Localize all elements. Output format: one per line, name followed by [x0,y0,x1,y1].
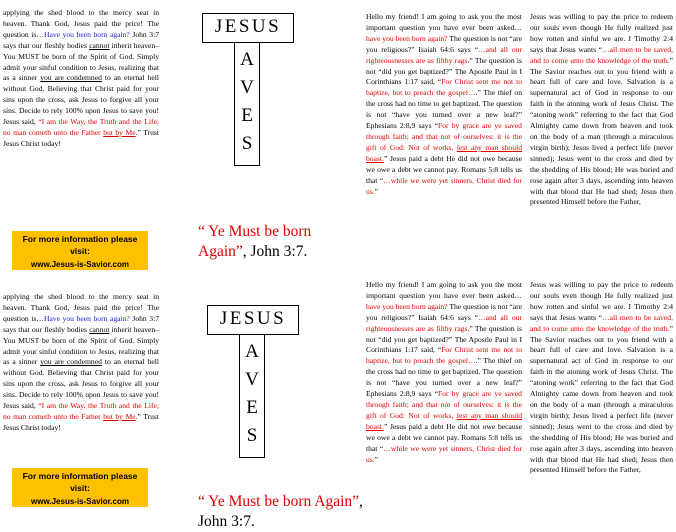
website-link[interactable]: www.Jesus-is-Savior.com [31,497,129,506]
left-column-bottom: applying the shed blood to the mercy seat in heaven. Thank God, Jesus paid the price! The question is…Have you been born again? John 3:7 says that our fleshly bodies cannot inherit heaven– You MUST be born of the Spirit of God. Simply admit your sinful condition to Jesus, realizing that as a sinner you are condemned to an eternal hell without God. Believing that Christ paid for your sins upon the cross, ask Jesus to forgive all your sins. Decide to rely 100% upon Jesus to save you! Jesus said, “I am the Way, the Truth and the Life; no man cometh unto the Father but by Me.” Trust Jesus Christ today! [3,292,160,432]
cross-horizontal: JESUS [207,305,299,335]
cross-vertical: A V E S [239,335,265,458]
right-column-bottom: Jesus was willing to pay the price to redeem our souls even though He fully realized just how rotten and sinful we are. I Timothy 2:4 says that Jesus wants “…all men to be saved, and to come unto the knowledge of the truth.” The Savior reaches out to you friend with a heart full of care and love. Salvation is a supernatural act of God in response to our faith in the atoning work of Jesus Christ. The “atoning work” referring to the fact that God Almighty came down from heaven and took on the body of a man (through a miraculous virgin birth); Jesus lived a perfect life (never sinned); Jesus went to the cross and died by the shedding of His blood; He was buried and rose again after 3 days, ascending into heaven with that blood that He had shed; Jesus then presented Himself before the Father, [530,280,673,475]
middle-column-top: Hello my friend! I am going to ask you the most important question you have ever been asked…have you been born again? The question is not “are you religious?” Isaiah 64:6 says “…and all our righteousnesses are as filthy rags.” The question is not “did you get baptized?” The Apostle Paul in I Corinthians 1:17 said, “For Christ sent me not to baptize, but to preach the gospel….” The thief on the cross had no time to get baptized. The question is not “have you turned over a new leaf?” Ephesians 2:8,9 says “For by grace are ye saved through faith; and that not of ourselves: it is the gift of God: Not of works, lest any man should boast.” Jesus paid a debt He did not owe because we owe a debt we cannot pay. Romans 5:8 tells us that “…while we were yet sinners, Christ died for us.” [366,12,523,196]
website-link[interactable]: www.Jesus-is-Savior.com [31,260,129,269]
info-box-top: For more information please visit: www.Jesus-is-Savior.com [12,231,148,270]
cross-vertical: A V E S [234,43,260,166]
right-column-top: Jesus was willing to pay the price to redeem our souls even though He fully realized just how rotten and sinful we are. I Timothy 2:4 says that Jesus wants “…all men to be saved, and to come unto the knowledge of the truth.” The Savior reaches out to you friend with a heart full of care and love. Salvation is a supernatural act of God in response to our faith in the atoning work of Jesus Christ. The “atoning work” referring to the fact that God Almighty came down from heaven and took on the body of a man (through a miraculous virgin birth); Jesus lived a perfect life (never sinned); Jesus went to the cross and died by the shedding of His blood; He was buried and rose again after 3 days, ascending into heaven with that blood that He had shed; Jesus then presented Himself before the Father, [530,12,673,207]
verse-bottom: “ Ye Must be born Again”, John 3:7. [198,493,363,530]
cross-horizontal: JESUS [202,13,294,43]
info-box-bottom: For more information please visit: www.Jesus-is-Savior.com [12,468,148,507]
left-column-top: applying the shed blood to the mercy seat in heaven. Thank God, Jesus paid the price! The question is…Have you been born again? John 3:7 says that our fleshly bodies cannot inherit heaven– You MUST be born of the Spirit of God. Simply admit your sinful condition to Jesus, realizing that as a sinner you are condemned to an eternal hell without God. Believing that Christ paid for your sins upon the cross, ask Jesus to forgive all your sins. Decide to rely 100% upon Jesus to save you! Jesus said, “I am the Way, the Truth and the Life; no man cometh unto the Father but by Me.” Trust Jesus Christ today! [3,8,160,148]
middle-column-bottom: Hello my friend! I am going to ask you the most important question you have ever been asked…have you been born again? The question is not “are you religious?” Isaiah 64:6 says “…and all our righteousnesses are as filthy rags.” The question is not “did you get baptized?” The Apostle Paul in I Corinthians 1:17 said, “For Christ sent me not to baptize, but to preach the gospel….” The thief on the cross had no time to get baptized. The question is not “have you turned over a new leaf?” Ephesians 2:8,9 says “For by grace are ye saved through faith; and that not of ourselves: it is the gift of God: Not of works, lest any man should boast.” Jesus paid a debt He did not owe because we owe a debt we cannot pay. Romans 5:8 tells us that “…while we were yet sinners, Christ died for us.” [366,280,523,464]
verse-top: “ Ye Must be born Again”, John 3:7. [198,223,312,260]
